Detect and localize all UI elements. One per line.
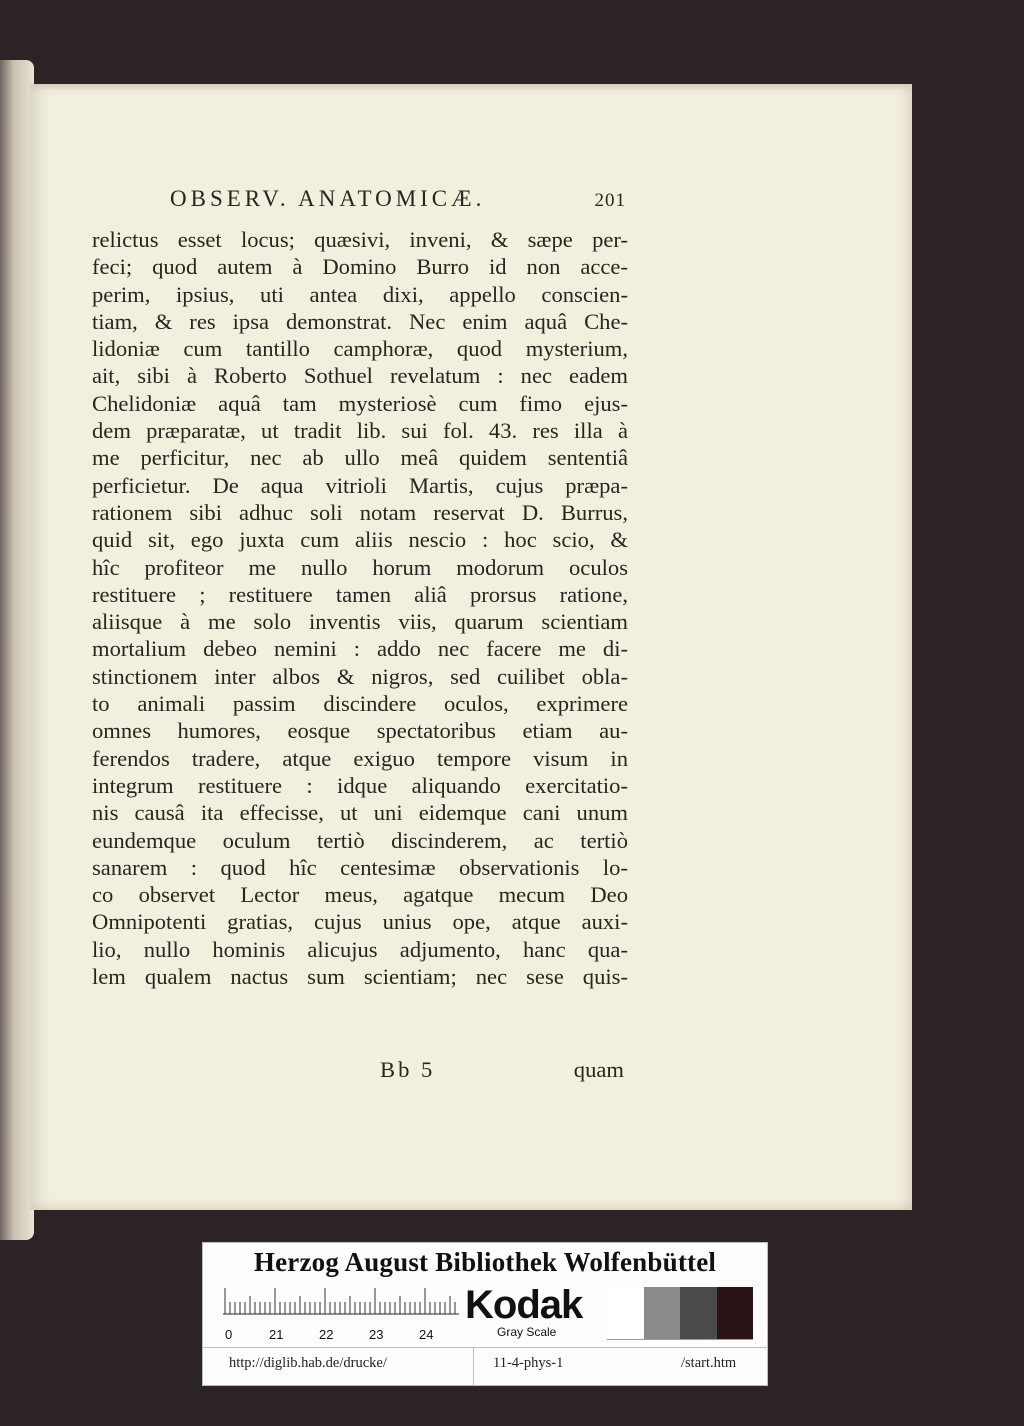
label-divider-vertical bbox=[473, 1347, 474, 1385]
text-line: quid sit, ego juxta cum aliis nescio : hoc scio, & bbox=[92, 527, 628, 553]
page-footer bbox=[92, 1057, 628, 1085]
page-number: 201 bbox=[594, 190, 626, 211]
text-line: nis causâ ita effecisse, ut uni eidemque cani unum bbox=[92, 800, 628, 826]
text-line: omnes humores, eosque spectatoribus etiam au- bbox=[92, 718, 628, 744]
text-line: relictus esset locus; quæsivi, inveni, & sæpe per- bbox=[92, 227, 628, 252]
text-line: stinctionem inter albos & nigros, sed cuilibet obla- bbox=[92, 663, 628, 689]
gray-scale-swatches bbox=[607, 1287, 753, 1340]
swatch-dark-gray bbox=[680, 1287, 717, 1339]
text-line: eundemque oculum tertiò discinderem, ac tertiò bbox=[92, 827, 628, 853]
text-line: lidoniæ cum tantillo camphoræ, quod mysterium, bbox=[92, 336, 628, 362]
text-line: ferendos tradere, atque exiguo tempore visum in bbox=[92, 745, 628, 771]
text-line: ait, sibi à Roberto Sothuel revelatum : nec eadem bbox=[92, 363, 628, 389]
digital-library-url: http://diglib.hab.de/drucke/ bbox=[229, 1355, 387, 1371]
shelfmark: 11-4-phys-1 bbox=[493, 1355, 564, 1371]
swatch-gray bbox=[644, 1287, 681, 1339]
text-line: perficietur. De aqua vitrioli Martis, cujus præpa- bbox=[92, 472, 628, 498]
swatch-black bbox=[717, 1287, 754, 1339]
text-line: dem præparatæ, ut tradit lib. sui fol. 43. res illa à bbox=[92, 418, 628, 444]
gray-scale-caption: Gray Scale bbox=[497, 1325, 557, 1339]
swatch-white bbox=[607, 1287, 644, 1339]
ruler-label: 23 bbox=[369, 1327, 384, 1342]
text-line: feci; quod autem à Domino Burro id non acce- bbox=[92, 254, 628, 280]
text-line: lem qualem nactus sum scientiam; nec sese quis- bbox=[92, 964, 628, 990]
text-line: perim, ipsius, uti antea dixi, appello conscien- bbox=[92, 281, 628, 307]
body-text bbox=[92, 226, 628, 990]
text-line: Chelidoniæ aquâ tam mysteriosè cum fimo ejus- bbox=[92, 390, 628, 416]
start-link: /start.htm bbox=[681, 1355, 737, 1371]
kodak-logo: Kodak bbox=[465, 1283, 583, 1327]
ruler-label: 21 bbox=[269, 1327, 284, 1342]
text-line: lio, nullo hominis alicujus adjumento, hanc qua- bbox=[92, 936, 628, 962]
label-divider bbox=[203, 1347, 767, 1348]
text-line: to animali passim discindere oculos, exprimere bbox=[92, 691, 628, 717]
signature-mark: Bb 5 bbox=[380, 1057, 436, 1082]
text-line: aliisque à me solo inventis viis, quarum scientiam bbox=[92, 609, 628, 635]
archive-label bbox=[202, 1242, 768, 1386]
ruler-label: 22 bbox=[319, 1327, 334, 1342]
ruler-label: 0 bbox=[225, 1327, 233, 1342]
text-line: mortalium debeo nemini : addo nec facere me di- bbox=[92, 636, 628, 662]
page-header bbox=[170, 186, 630, 216]
text-line: me perficitur, nec ab ullo meâ quidem sententiâ bbox=[92, 445, 628, 471]
catchword: quam bbox=[573, 1057, 624, 1082]
running-head: OBSERV. ANATOMICÆ. bbox=[170, 186, 486, 211]
text-line: hîc profiteor me nullo horum modorum oculos bbox=[92, 554, 628, 580]
ruler-scale bbox=[223, 1287, 459, 1315]
text-line: rationem sibi adhuc soli notam reservat D. Burrus, bbox=[92, 499, 628, 525]
library-title: Herzog August Bibliothek Wolfenbüttel bbox=[253, 1247, 717, 1277]
text-line: co observet Lector meus, agatque mecum Deo bbox=[92, 882, 628, 908]
text-line: tiam, & res ipsa demonstrat. Nec enim aquâ Che- bbox=[92, 308, 628, 334]
text-line: integrum restituere : idque aliquando exercitatio- bbox=[92, 772, 628, 798]
text-line: Omnipotenti gratias, cujus unius ope, atque auxi- bbox=[92, 909, 628, 935]
text-line: restituere ; restituere tamen aliâ prorsus ratione, bbox=[92, 581, 628, 607]
text-line: sanarem : quod hîc centesimæ observationis lo- bbox=[92, 854, 628, 880]
facing-page-edge bbox=[0, 60, 34, 1240]
ruler-label: 24 bbox=[419, 1327, 434, 1342]
page-top-shadow bbox=[30, 84, 912, 90]
